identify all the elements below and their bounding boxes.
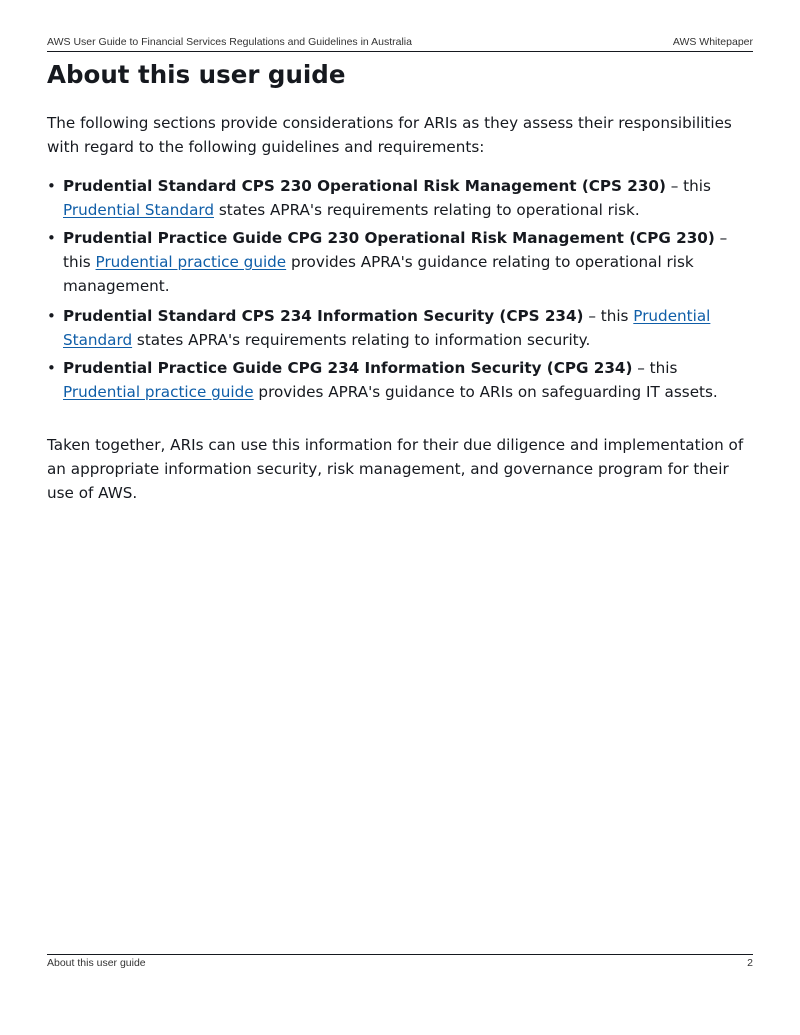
list-item <box>47 356 753 404</box>
page-title: About this user guide <box>47 60 346 89</box>
prudential-practice-guide-link[interactable]: Prudential practice guide <box>63 383 254 401</box>
list-item-dash-text: – this <box>583 307 634 325</box>
list-item-text: provides APRA's guidance to ARIs on safeguarding IT assets. <box>253 383 718 401</box>
list-item <box>47 304 753 352</box>
list-item-text: states APRA's requirements relating to operational risk. <box>214 201 640 219</box>
running-footer <box>47 954 753 971</box>
list-item-heading: Prudential Standard CPS 230 Operational Risk Management (CPS 230) <box>63 177 666 195</box>
list-item-dash-text: – this <box>665 177 711 195</box>
prudential-standard-link[interactable]: Prudential Standard <box>63 201 214 219</box>
closing-paragraph: Taken together, ARIs can use this information for their due diligence and implementation of an appropriate information security, risk management, and governance program for their use of AWS. <box>47 436 744 502</box>
footer-section-title: About this user guide <box>47 957 146 969</box>
list-item-heading: Prudential Practice Guide CPG 230 Operational Risk Management (CPG 230) <box>63 229 715 247</box>
list-item <box>47 174 753 222</box>
page-number: 2 <box>747 957 753 969</box>
bullet-icon: • <box>47 229 56 247</box>
header-document-type: AWS Whitepaper <box>672 36 753 48</box>
guidelines-list-2 <box>47 304 753 408</box>
prudential-standard-link[interactable]: Prudential Standard <box>63 307 711 349</box>
running-header <box>47 35 753 52</box>
list-item-heading: Prudential Standard CPS 234 Information Security (CPS 234) <box>63 307 584 325</box>
list-item <box>47 226 753 298</box>
bullet-icon: • <box>47 307 56 325</box>
document-page <box>47 0 753 1035</box>
list-item-dash-text: – this <box>63 229 728 271</box>
intro-paragraph: The following sections provide considerations for ARIs as they assess their responsibilities with regard to the following guidelines and requirements: <box>47 114 732 156</box>
bullet-icon: • <box>47 359 56 377</box>
guidelines-list-1 <box>47 174 753 302</box>
list-item-dash-text: – this <box>632 359 678 377</box>
list-item-text: states APRA's requirements relating to information security. <box>132 331 591 349</box>
bullet-icon: • <box>47 177 56 195</box>
prudential-practice-guide-link[interactable]: Prudential practice guide <box>95 253 287 271</box>
list-item-text: provides APRA's guidance relating to operational risk management. <box>63 253 694 295</box>
list-item-heading: Prudential Practice Guide CPG 234 Information Security (CPG 234) <box>63 359 633 377</box>
header-document-title: AWS User Guide to Financial Services Regulations and Guidelines in Australia <box>47 36 412 48</box>
